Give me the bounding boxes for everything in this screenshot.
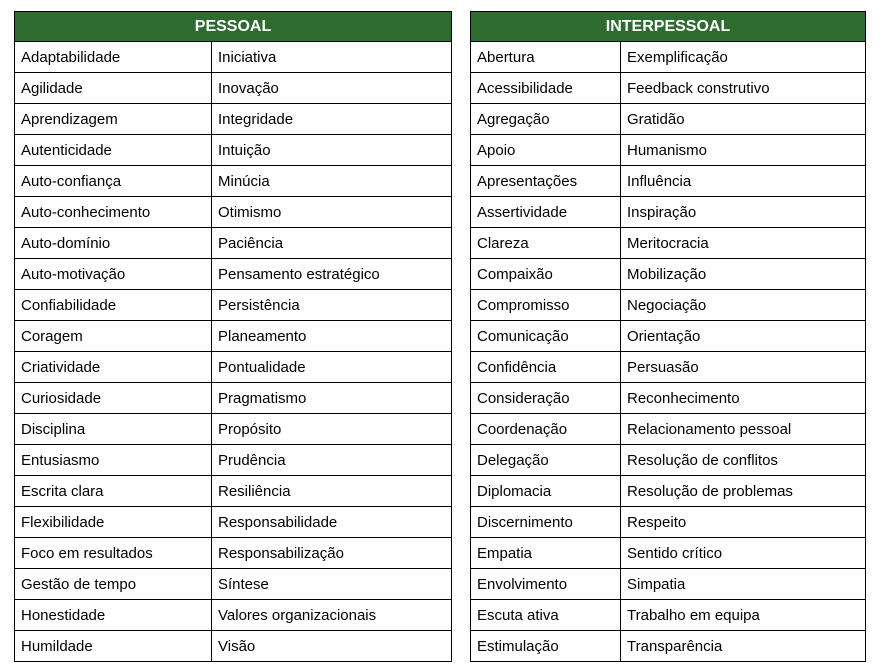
table-row bbox=[15, 135, 452, 166]
table-cell: Reconhecimento bbox=[621, 383, 866, 414]
table-cell: Compromisso bbox=[471, 290, 621, 321]
table-header-row bbox=[471, 12, 866, 42]
table-cell: Meritocracia bbox=[621, 228, 866, 259]
table-cell: Curiosidade bbox=[15, 383, 212, 414]
table-cell: Mobilização bbox=[621, 259, 866, 290]
table-cell: Otimismo bbox=[212, 197, 452, 228]
table-row bbox=[15, 73, 452, 104]
table-row bbox=[471, 414, 866, 445]
table-cell: Transparência bbox=[621, 631, 866, 662]
table-cell: Propósito bbox=[212, 414, 452, 445]
table-cell: Pensamento estratégico bbox=[212, 259, 452, 290]
table-cell: Criatividade bbox=[15, 352, 212, 383]
table-row bbox=[471, 476, 866, 507]
table-row bbox=[15, 197, 452, 228]
table-row bbox=[471, 290, 866, 321]
table-cell: Confiabilidade bbox=[15, 290, 212, 321]
table-row bbox=[15, 476, 452, 507]
table-cell: Negociação bbox=[621, 290, 866, 321]
table-cell: Pontualidade bbox=[212, 352, 452, 383]
table-row bbox=[471, 73, 866, 104]
table-row bbox=[15, 352, 452, 383]
table-cell: Prudência bbox=[212, 445, 452, 476]
table-cell: Aprendizagem bbox=[15, 104, 212, 135]
interpessoal-table bbox=[470, 11, 866, 662]
table-row bbox=[471, 197, 866, 228]
table-cell: Humanismo bbox=[621, 135, 866, 166]
table-row bbox=[471, 321, 866, 352]
table-cell: Delegação bbox=[471, 445, 621, 476]
table-cell: Coragem bbox=[15, 321, 212, 352]
table-row bbox=[471, 259, 866, 290]
table-cell: Entusiasmo bbox=[15, 445, 212, 476]
table-cell: Foco em resultados bbox=[15, 538, 212, 569]
table-cell: Adaptabilidade bbox=[15, 42, 212, 73]
table-row bbox=[471, 631, 866, 662]
table-cell: Auto-motivação bbox=[15, 259, 212, 290]
table-cell: Disciplina bbox=[15, 414, 212, 445]
table-cell: Clareza bbox=[471, 228, 621, 259]
table-cell: Honestidade bbox=[15, 600, 212, 631]
table-cell: Intuição bbox=[212, 135, 452, 166]
table-cell: Auto-confiança bbox=[15, 166, 212, 197]
table-row bbox=[15, 445, 452, 476]
table-cell: Iniciativa bbox=[212, 42, 452, 73]
table-row bbox=[15, 321, 452, 352]
table-row bbox=[471, 166, 866, 197]
table-cell: Simpatia bbox=[621, 569, 866, 600]
pessoal-table bbox=[14, 11, 452, 662]
table-cell: Compaixão bbox=[471, 259, 621, 290]
table-cell: Flexibilidade bbox=[15, 507, 212, 538]
table-cell: Assertividade bbox=[471, 197, 621, 228]
table-cell: Sentido crítico bbox=[621, 538, 866, 569]
table-cell: Síntese bbox=[212, 569, 452, 600]
table-row bbox=[15, 383, 452, 414]
table-cell: Integridade bbox=[212, 104, 452, 135]
table-row bbox=[471, 104, 866, 135]
table-row bbox=[15, 538, 452, 569]
table-cell: Consideração bbox=[471, 383, 621, 414]
table-cell: Empatia bbox=[471, 538, 621, 569]
table-cell: Envolvimento bbox=[471, 569, 621, 600]
table-row bbox=[471, 507, 866, 538]
table-row bbox=[15, 569, 452, 600]
table-row bbox=[15, 166, 452, 197]
table-cell: Inovação bbox=[212, 73, 452, 104]
table-body bbox=[471, 42, 866, 662]
table-cell: Discernimento bbox=[471, 507, 621, 538]
table-cell: Autenticidade bbox=[15, 135, 212, 166]
table-row bbox=[15, 631, 452, 662]
table-cell: Valores organizacionais bbox=[212, 600, 452, 631]
table-cell: Auto-conhecimento bbox=[15, 197, 212, 228]
table-row bbox=[471, 600, 866, 631]
table-cell: Minúcia bbox=[212, 166, 452, 197]
table-title: PESSOAL bbox=[15, 12, 452, 42]
table-cell: Visão bbox=[212, 631, 452, 662]
table-cell: Planeamento bbox=[212, 321, 452, 352]
table-row bbox=[15, 507, 452, 538]
table-cell: Resiliência bbox=[212, 476, 452, 507]
table-cell: Pragmatismo bbox=[212, 383, 452, 414]
table-cell: Relacionamento pessoal bbox=[621, 414, 866, 445]
table-title: INTERPESSOAL bbox=[471, 12, 866, 42]
table-row bbox=[471, 42, 866, 73]
table-cell: Persistência bbox=[212, 290, 452, 321]
table-cell: Estimulação bbox=[471, 631, 621, 662]
table-cell: Apoio bbox=[471, 135, 621, 166]
table-cell: Gestão de tempo bbox=[15, 569, 212, 600]
table-cell: Agregação bbox=[471, 104, 621, 135]
table-header-row bbox=[15, 12, 452, 42]
table-cell: Abertura bbox=[471, 42, 621, 73]
table-cell: Humildade bbox=[15, 631, 212, 662]
table-row bbox=[15, 42, 452, 73]
table-cell: Paciência bbox=[212, 228, 452, 259]
table-row bbox=[15, 414, 452, 445]
table-cell: Exemplificação bbox=[621, 42, 866, 73]
table-cell: Feedback construtivo bbox=[621, 73, 866, 104]
table-cell: Responsabilização bbox=[212, 538, 452, 569]
table-cell: Influência bbox=[621, 166, 866, 197]
table-row bbox=[471, 228, 866, 259]
table-cell: Apresentações bbox=[471, 166, 621, 197]
table-cell: Agilidade bbox=[15, 73, 212, 104]
table-cell: Escuta ativa bbox=[471, 600, 621, 631]
table-cell: Resolução de problemas bbox=[621, 476, 866, 507]
table-cell: Gratidão bbox=[621, 104, 866, 135]
table-row bbox=[471, 445, 866, 476]
table-row bbox=[471, 352, 866, 383]
table-row bbox=[471, 569, 866, 600]
table-cell: Trabalho em equipa bbox=[621, 600, 866, 631]
table-body bbox=[15, 42, 452, 662]
table-cell: Escrita clara bbox=[15, 476, 212, 507]
table-cell: Acessibilidade bbox=[471, 73, 621, 104]
table-row bbox=[471, 383, 866, 414]
table-cell: Orientação bbox=[621, 321, 866, 352]
table-row bbox=[471, 135, 866, 166]
table-cell: Respeito bbox=[621, 507, 866, 538]
table-cell: Resolução de conflitos bbox=[621, 445, 866, 476]
table-row bbox=[471, 538, 866, 569]
table-row bbox=[15, 104, 452, 135]
table-cell: Comunicação bbox=[471, 321, 621, 352]
table-row bbox=[15, 228, 452, 259]
table-cell: Confidência bbox=[471, 352, 621, 383]
table-cell: Auto-domínio bbox=[15, 228, 212, 259]
table-cell: Persuasão bbox=[621, 352, 866, 383]
table-cell: Diplomacia bbox=[471, 476, 621, 507]
table-cell: Inspiração bbox=[621, 197, 866, 228]
table-row bbox=[15, 290, 452, 321]
table-cell: Responsabilidade bbox=[212, 507, 452, 538]
table-row bbox=[15, 259, 452, 290]
table-cell: Coordenação bbox=[471, 414, 621, 445]
table-row bbox=[15, 600, 452, 631]
